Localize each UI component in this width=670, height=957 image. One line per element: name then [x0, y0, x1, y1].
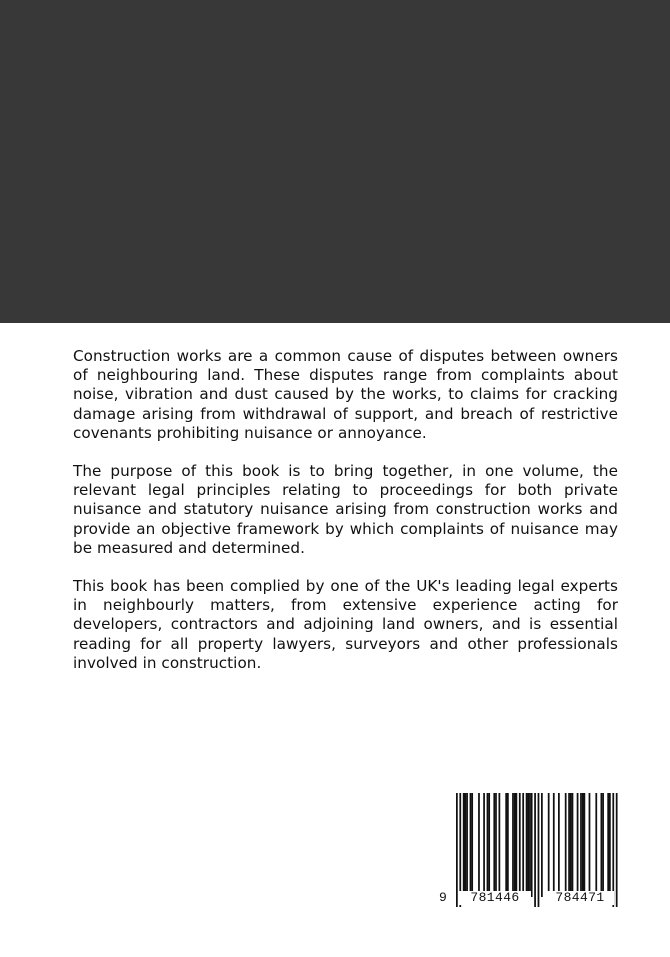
barcode-bar: [609, 793, 611, 897]
barcode-bar: [516, 793, 518, 897]
barcode-bar: [463, 793, 465, 897]
barcode-bar: [529, 793, 531, 897]
isbn-barcode: [438, 791, 618, 909]
barcode-bar: [553, 793, 555, 897]
barcode-bar: [612, 793, 614, 907]
barcode-bar: [495, 793, 497, 897]
barcode-bar: [487, 793, 489, 897]
barcode-bar: [548, 793, 550, 897]
barcode-bar: [466, 793, 468, 897]
barcode-bar: [470, 793, 472, 897]
back-cover-blurb: [73, 347, 618, 692]
barcode-bar: [519, 793, 521, 897]
barcode-bar: [534, 793, 536, 907]
barcode-bar: [465, 793, 467, 897]
barcode-bar: [499, 793, 501, 897]
barcode-bar: [456, 793, 458, 907]
barcode-bar: [577, 793, 579, 897]
barcode-bar: [565, 793, 567, 897]
barcode-bar: [570, 793, 572, 897]
cover-dark-band: [0, 0, 670, 323]
blurb-paragraph-2: The purpose of this book is to bring together, in one volume, the relevant legal principles relating to proceedings for both private nuisance and statutory nuisance arising from construction works and provide an objective framework by which complaints of nuisance may be measured and determined.: [73, 462, 618, 557]
barcode-lead-digit: 9: [439, 890, 448, 905]
barcode-bar: [595, 793, 597, 897]
barcode-bar: [607, 793, 609, 897]
barcode-bar: [584, 793, 586, 897]
barcode-bar: [558, 793, 560, 897]
barcode-bar: [568, 793, 570, 897]
barcode-bar: [582, 793, 584, 897]
barcode-bar: [459, 793, 461, 907]
barcode-bar: [471, 793, 473, 897]
barcode-bar: [572, 793, 574, 897]
barcode-bar: [527, 793, 529, 897]
barcode-bar: [580, 793, 582, 897]
barcode-bar: [541, 793, 543, 897]
barcode-bar: [602, 793, 604, 897]
barcode-bar: [493, 793, 495, 897]
barcode-bar: [488, 793, 490, 897]
barcode-bars: [438, 791, 618, 909]
barcode-bar: [531, 793, 533, 897]
barcode-bar: [616, 793, 618, 907]
barcode-bar: [601, 793, 603, 897]
barcode-bar: [538, 793, 540, 907]
barcode-bar: [512, 793, 514, 897]
barcode-bar: [522, 793, 524, 897]
barcode-right-digits: 784471: [546, 891, 614, 905]
blurb-paragraph-1: Construction works are a common cause of disputes between owners of neighbouring land. These disputes range from complaints about noise, vibration and dust caused by the works, to claims for cracking damage arising from withdrawal of support, and breach of restrictive covenants prohibiting nuisance or annoyance.: [73, 347, 618, 442]
barcode-bar: [483, 793, 485, 897]
barcode-bar: [507, 793, 509, 897]
barcode-bar: [505, 793, 507, 897]
barcode-bar: [589, 793, 591, 897]
barcode-left-digits: 781446: [459, 891, 531, 905]
barcode-bar: [526, 793, 528, 897]
blurb-paragraph-3: This book has been complied by one of the UK's leading legal experts in neighbourly matters, from extensive experience acting for developers, contractors and adjoining land owners, and is essential reading for all property lawyers, surveyors and other professionals involved in construction.: [73, 577, 618, 672]
barcode-bar: [478, 793, 480, 897]
barcode-bar: [514, 793, 516, 897]
